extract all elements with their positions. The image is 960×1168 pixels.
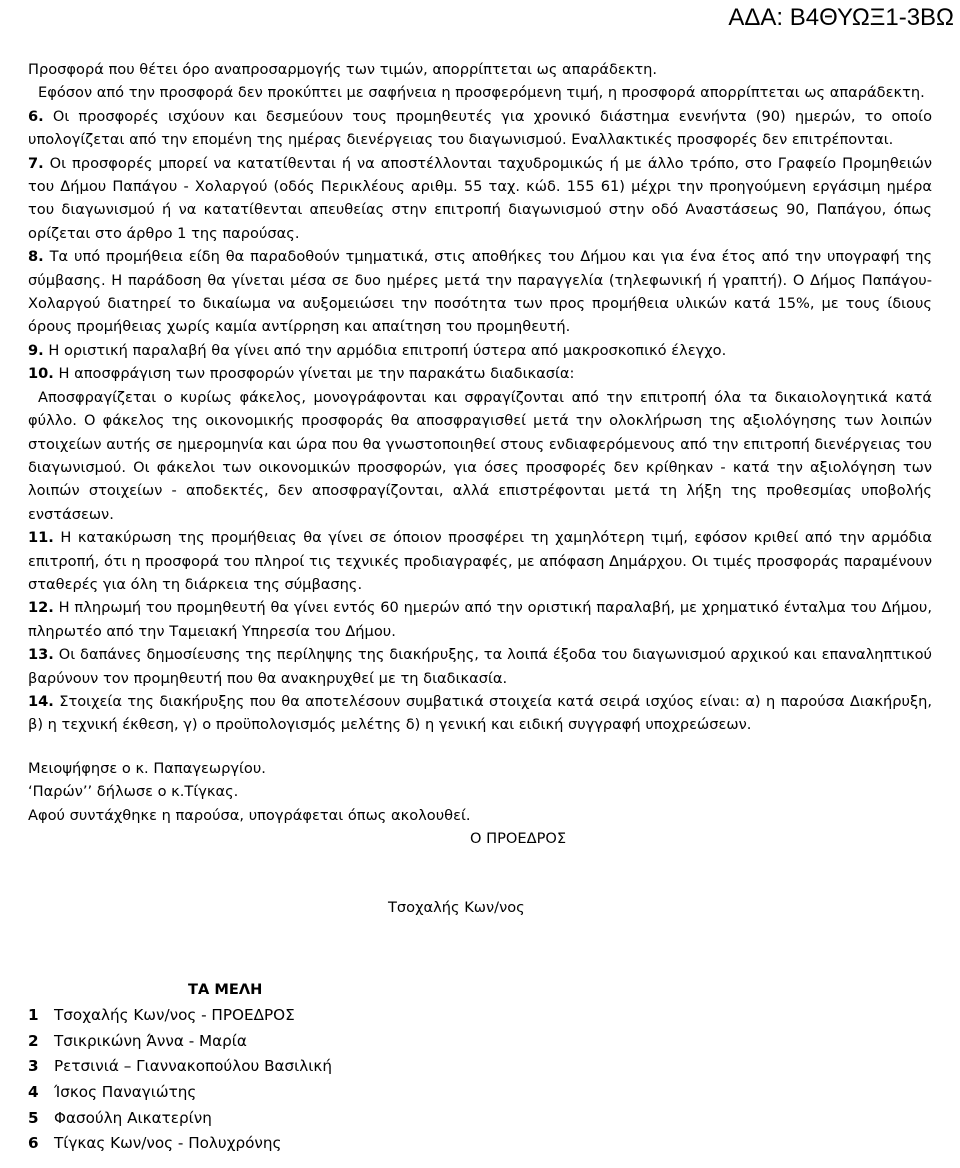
ada-code: ΑΔΑ: Β4ΘΥΩΞ1-3ΒΩ — [728, 4, 954, 31]
paragraph-text: Τα υπό προμήθεια είδη θα παραδοθούν τμηματικά, στις αποθήκες του Δήμου και για ένα έτος από την υπογραφή της σύμβασης. Η παράδοση θα γίνεται μέσα σε δυο ημέρες μετά την παραγγελία (τηλεφωνική ή γραπτή). — [28, 248, 933, 289]
member-number: 1 — [28, 1006, 39, 1025]
paragraph-9 — [28, 339, 932, 362]
list-item — [28, 1080, 932, 1106]
paragraph-12 — [28, 596, 932, 643]
member-name: Τσικρικώνη Άννα - Μαρία — [54, 1031, 247, 1050]
paragraph-13 — [28, 643, 932, 690]
paragraph-text-quantity: Ο Δήμος Παπάγου-Χολαργού διατηρεί το δικαίωμα να αυξομειώσει την ποσότητα των προς προμήθεια υλικών κατά 15%, με τους ίδιους όρους προμήθειας χωρίς καμία αντίρρηση και απαίτηση του προμηθευτή. — [28, 271, 933, 336]
paragraph-number: 13. — [28, 646, 54, 664]
paragraph-number: 8. — [28, 248, 44, 266]
paragraph-text: Η αποσφράγιση των προσφορών γίνεται με την παρακάτω διαδικασία: — [58, 365, 575, 383]
paragraph-number: 9. — [28, 341, 44, 359]
paragraph-number: 12. — [28, 599, 54, 617]
paragraph-text: Οι προσφορές ισχύουν και δεσμεύουν τους προμηθευτές για χρονικό διάστημα ενενήντα (90) ημερών, το οποίο υπολογίζεται από την επομένη της ημέρας διενέργειας του διαγωνισμού. Εναλλακτικές προσφορές δεν επιτρέπονται. — [28, 107, 932, 149]
paragraph-6 — [28, 105, 932, 152]
president-name: Τσοχαλής Κων/νος — [388, 899, 525, 917]
member-name: Φασούλη Αικατερίνη — [54, 1108, 212, 1127]
paragraph-11 — [28, 526, 932, 596]
paragraph-reject-unclear-price: Εφόσον από την προσφορά δεν προκύπτει με σαφήνεια η προσφερόμενη τιμή, η προσφορά απορρίπτεται ως απαράδεκτη. — [38, 84, 925, 102]
paragraph-8 — [28, 245, 932, 339]
paragraph-number: 14. — [28, 692, 54, 710]
president-title: Ο ΠΡΟΕΔΡΟΣ — [470, 830, 567, 847]
paragraph-10-procedure: Αποσφραγίζεται ο κυρίως φάκελος, μονογράφονται και σφραγίζονται από την επιτροπή όλα τα δικαιολογητικά κατά φύλλο. Ο φάκελος της οικονομικής προσφοράς θα αποσφραγισθεί μετά την ολοκλήρωση της αξιολόγησης των λοιπών στοιχείων αυτής σε ημερομηνία και ώρα που θα γνωστοποιηθεί στους ενδιαφερόμενους από την επιτροπή διενέργειας του διαγωνισμού. Οι φάκελοι των οικονομικών προσφορών, για όσες προσφορές δεν κρίθηκαν - κατά την αξιολόγηση των λοιπών στοιχείων - αποδεκτές, δεν αποσφραγίζονται, αλλά επιστρέφονται μετά τη λήξη της προθεσμίας υποβολής ενστάσεων. — [28, 388, 932, 523]
paragraph-text: Η οριστική παραλαβή θα γίνει από την αρμόδια επιτροπή ύστερα από μακροσκοπικό έλεγχο. — [48, 341, 727, 359]
list-item — [28, 1131, 932, 1157]
spacer — [28, 920, 932, 978]
paragraph-10 — [28, 362, 932, 385]
members-title: ΤΑ ΜΕΛΗ — [188, 980, 263, 998]
member-number: 5 — [28, 1108, 39, 1127]
paragraph-text: Οι προσφορές μπορεί να κατατίθενται ή να αποστέλλονται ταχυδρομικώς ή με άλλο τρόπο, στο Γραφείο Προμηθειών του Δήμου Παπάγου - Χολαργού (οδός Περικλέους αριθμ. 55 ταχ. κώδ. 155 61) μέχρι την προηγούμενη εργάσιμη ημέρα του διαγωνισμού ή να κατατίθενται απευθείας στην επιτροπή διαγωνισμού στην οδό Αναστάσεως 90, Παπάγου, όπως ορίζεται στο άρθρο 1 της παρούσας. — [28, 154, 933, 242]
member-name: Ρετσινιά – Γιαννακοπούλου Βασιλική — [54, 1057, 333, 1076]
member-name: Τσοχαλής Κων/νος - ΠΡΟΕΔΡΟΣ — [54, 1006, 295, 1025]
minority-vote-line: Μειοψήφησε ο κ. Παπαγεωργίου. — [28, 759, 266, 777]
member-number: 6 — [28, 1134, 39, 1153]
paragraph-text: Η πληρωμή του προμηθευτή θα γίνει εντός 60 ημερών από την οριστική παραλαβή, με χρηματικό ένταλμα του Δήμου, πληρωτέο από την Ταμειακή Υπηρεσία του Δήμου. — [28, 599, 932, 640]
member-number: 3 — [28, 1057, 39, 1076]
member-name: Ίσκος Παναγιώτης — [54, 1083, 197, 1101]
paragraph-reject-condition: Προσφορά που θέτει όρο αναπροσαρμογής των τιμών, απορρίπτεται ως απαράδεκτη. — [28, 61, 658, 78]
member-name: Τίγκας Κων/νος - Πολυχρόνης — [54, 1134, 282, 1153]
paragraph-number: 11. — [28, 529, 54, 547]
paragraph-text: Στοιχεία της διακήρυξης που θα αποτελέσουν συμβατικά στοιχεία κατά σειρά ισχύος είναι: α) η παρούσα Διακήρυξη, β) η τεχνική έκθεση, γ) ο προϋπολογισμός μελέτης δ) η γενική και ειδική συγγραφή υποχρεώσεων. — [28, 692, 933, 734]
list-item — [28, 1003, 932, 1029]
paragraph-text: Η κατακύρωση της προμήθειας θα γίνει σε όποιον προσφέρει τη χαμηλότερη τιμή, εφόσον κριθεί από την αρμόδια επιτροπή, ότι η προσφορά του πληροί τις τεχνικές προδιαγραφές, με απόφαση Δημάρχου. Οι τιμές προσφοράς παραμένουν σταθερές για όλη τη διάρκεια της σύμβασης. — [28, 529, 932, 593]
present-vote-line: ‘Παρών’’ δήλωσε ο κ.Τίγκας. — [28, 783, 239, 801]
member-number: 2 — [28, 1031, 39, 1050]
paragraph-7 — [28, 152, 932, 246]
list-item — [28, 1054, 932, 1080]
member-number: 4 — [28, 1083, 39, 1101]
spacer — [28, 850, 932, 896]
list-item — [28, 1029, 932, 1055]
list-item — [28, 1106, 932, 1132]
document-body — [28, 58, 932, 1157]
paragraph-number: 6. — [28, 107, 44, 125]
paragraph-14 — [28, 690, 932, 737]
paragraph-number: 10. — [28, 365, 54, 383]
paragraph-text: Οι δαπάνες δημοσίευσης της περίληψης της διακήρυξης, τα λοιπά έξοδα του διαγωνισμού αρχικού και επαναληπτικού βαρύνουν τον προμηθευτή που θα ανακηρυχθεί με τη διαδικασία. — [28, 646, 933, 687]
members-list — [28, 1003, 932, 1157]
closing-section — [28, 757, 932, 920]
spacer — [28, 737, 932, 757]
signing-statement: Αφού συντάχθηκε η παρούσα, υπογράφεται όπως ακολουθεί. — [28, 806, 471, 824]
paragraph-number: 7. — [28, 154, 44, 172]
